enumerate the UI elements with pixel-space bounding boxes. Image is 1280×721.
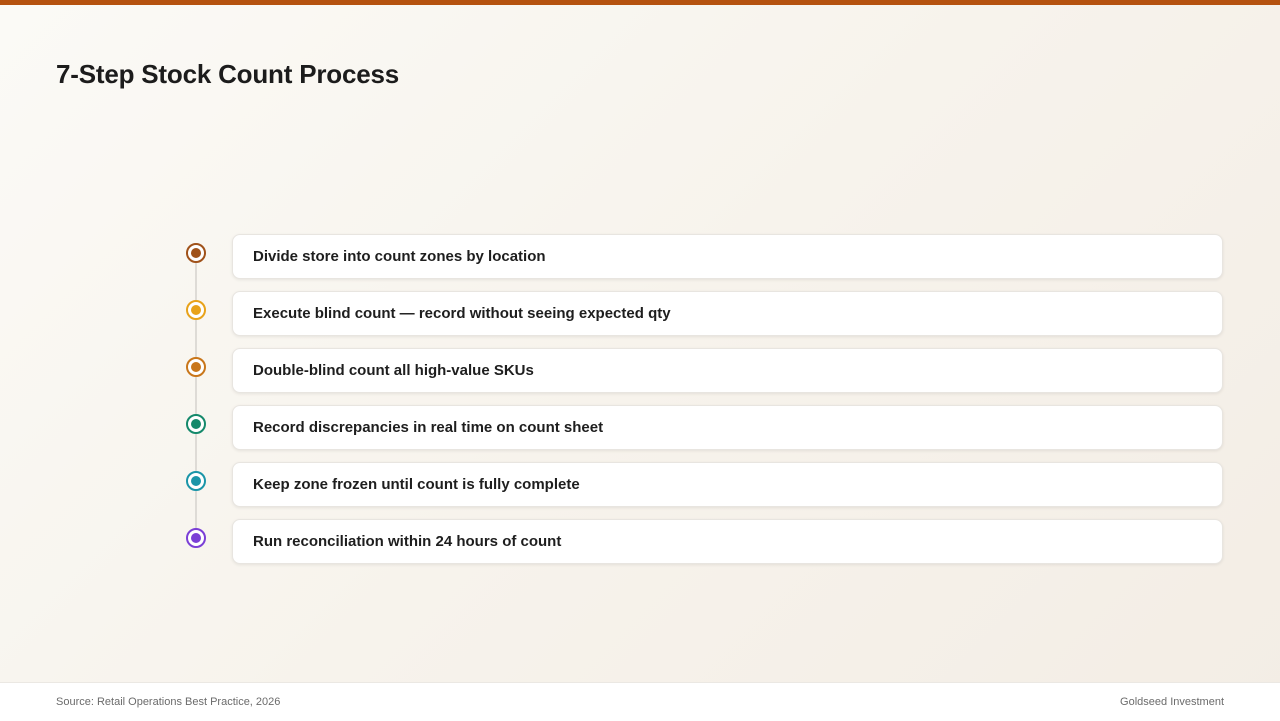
step-card	[232, 405, 1223, 450]
step-marker-icon	[186, 300, 206, 320]
step-label: Run reconciliation within 24 hours of count	[253, 533, 562, 550]
footer	[0, 682, 1280, 721]
step-card	[232, 348, 1223, 393]
step-marker-dot	[191, 476, 201, 486]
step-marker-icon	[186, 414, 206, 434]
step-card	[232, 234, 1223, 279]
step-connector-line	[195, 491, 197, 528]
step-card	[232, 519, 1223, 564]
step-label: Record discrepancies in real time on count sheet	[253, 419, 604, 436]
footer-source: Source: Retail Operations Best Practice, 2026	[56, 696, 281, 708]
step-label: Divide store into count zones by location	[253, 248, 546, 265]
step-connector-line	[195, 434, 197, 471]
step-marker-dot	[191, 362, 201, 372]
step-marker-dot	[191, 305, 201, 315]
step-card	[232, 291, 1223, 336]
footer-brand: Goldseed Investment	[1120, 696, 1224, 708]
step-connector-line	[195, 320, 197, 357]
step-connector-line	[195, 377, 197, 414]
step-marker-icon	[186, 471, 206, 491]
page-title: 7-Step Stock Count Process	[56, 59, 399, 89]
step-label: Keep zone frozen until count is fully complete	[253, 476, 580, 493]
step-label: Execute blind count — record without seeing expected qty	[253, 305, 671, 322]
step-marker-dot	[191, 533, 201, 543]
step-marker-icon	[186, 357, 206, 377]
step-marker-dot	[191, 248, 201, 258]
step-marker-icon	[186, 243, 206, 263]
step-card	[232, 462, 1223, 507]
step-marker-icon	[186, 528, 206, 548]
step-label: Double-blind count all high-value SKUs	[253, 362, 534, 379]
step-connector-line	[195, 263, 197, 300]
step-marker-dot	[191, 419, 201, 429]
